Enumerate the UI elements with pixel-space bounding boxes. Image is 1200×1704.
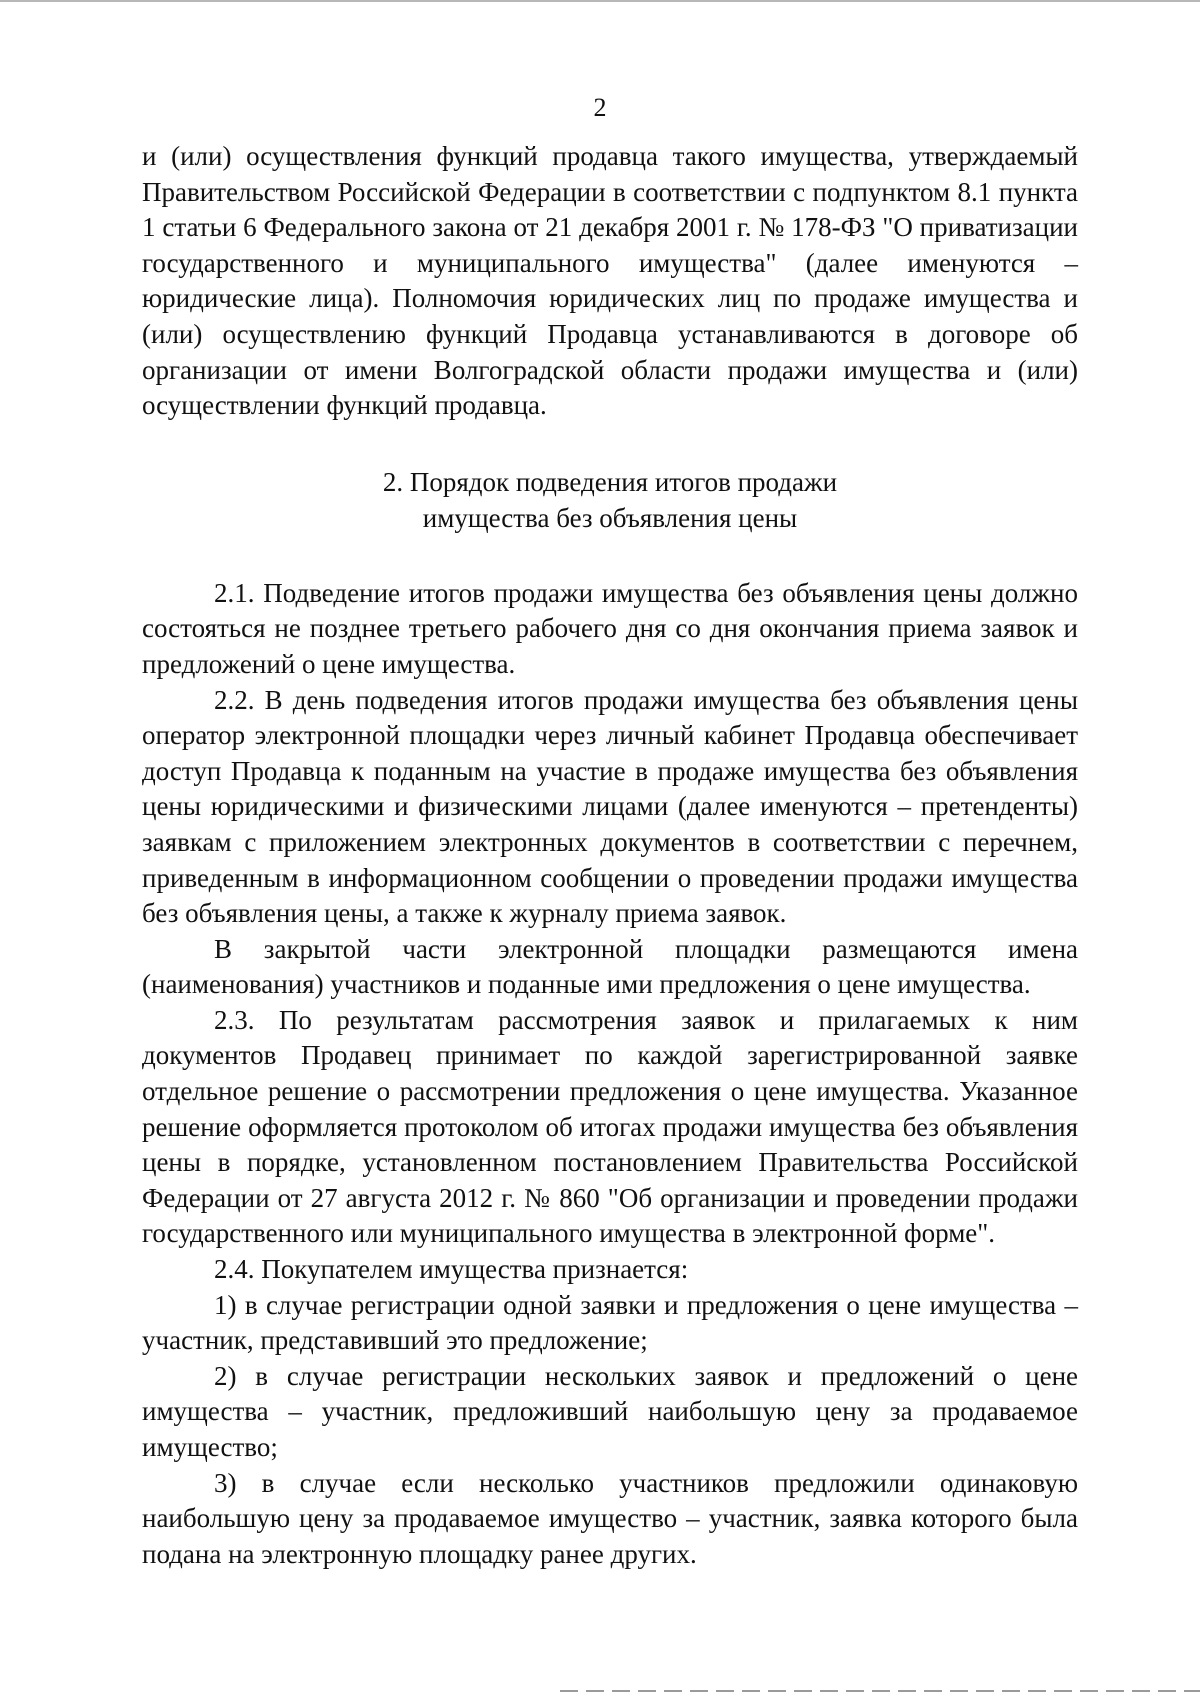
section-heading-line-1: 2. Порядок подведения итогов продажи: [382, 466, 838, 497]
paragraph-2-1: 2.1. Подведение итогов продажи имущества без объявления цены должно состояться не позднее третьего рабочего дня со дня окончания приема заявок и предложений о цене имущества.: [142, 577, 1078, 679]
page-number: 2: [593, 93, 607, 122]
list-item-3: 3) в случае если несколько участников предложили одинаковую наибольшую цену за продаваемое имущество – участник, заявка которого была подана на электронную площадку ранее других.: [142, 1467, 1078, 1569]
scan-edge-bottom: [560, 1690, 1200, 1692]
section-heading: [142, 464, 1078, 536]
list-item-1: 1) в случае регистрации одной заявки и предложения о цене имущества – участник, представивший это предложение;: [142, 1289, 1078, 1356]
list-item-2: 2) в случае регистрации нескольких заявок и предложений о цене имущества – участник, предложивший наибольшую цену за продаваемое имущество;: [142, 1360, 1078, 1462]
scan-edge-top: [0, 0, 1200, 2]
document-body: [142, 139, 1078, 1572]
section-heading-line-2: имущества без объявления цены: [422, 502, 798, 533]
paragraph-2-4: 2.4. Покупателем имущества признается:: [214, 1254, 689, 1285]
paragraph-2-2: 2.2. В день подведения итогов продажи имущества без объявления цены оператор электронной площадки через личный кабинет Продавца обеспечивает доступ Продавца к поданным на участие в продаже имущества без объявления цены юридическими и физическими лицами (далее именуются – претенденты) заявкам с приложением электронных документов в соответствии с перечнем, приведенным в информационном сообщении о проведении продажи имущества без объявления цены, а также к журналу приема заявок.: [142, 684, 1078, 929]
paragraph-closed-part: В закрытой части электронной площадки размещаются имена (наименования) участников и поданные ими предложения о цене имущества.: [142, 933, 1078, 1000]
paragraph-continuation: и (или) осуществления функций продавца такого имущества, утверждаемый Правительством Российской Федерации в соответствии с подпунктом 8.1 пункта 1 статьи 6 Федерального закона от 21 декабря 2001 г. № 178-ФЗ "О приватизации государственного и муниципального имущества" (далее именуются – юридические лица). Полномочия юридических лиц по продаже имущества и (или) осуществлению функций Продавца устанавливаются в договоре об организации от имени Волгоградской области продажи имущества и (или) осуществлении функций продавца.: [142, 141, 1078, 421]
paragraph-2-3: 2.3. По результатам рассмотрения заявок и прилагаемых к ним документов Продавец принимает по каждой зарегистрированной заявке отдельное решение о рассмотрении предложения о цене имущества. Указанное решение оформляется протоколом об итогах продажи имущества без объявления цены в порядке, установленном постановлением Правительства Российской Федерации от 27 августа 2012 г. № 860 "Об организации и проведении продажи государственного или муниципального имущества в электронной форме".: [142, 1004, 1078, 1249]
